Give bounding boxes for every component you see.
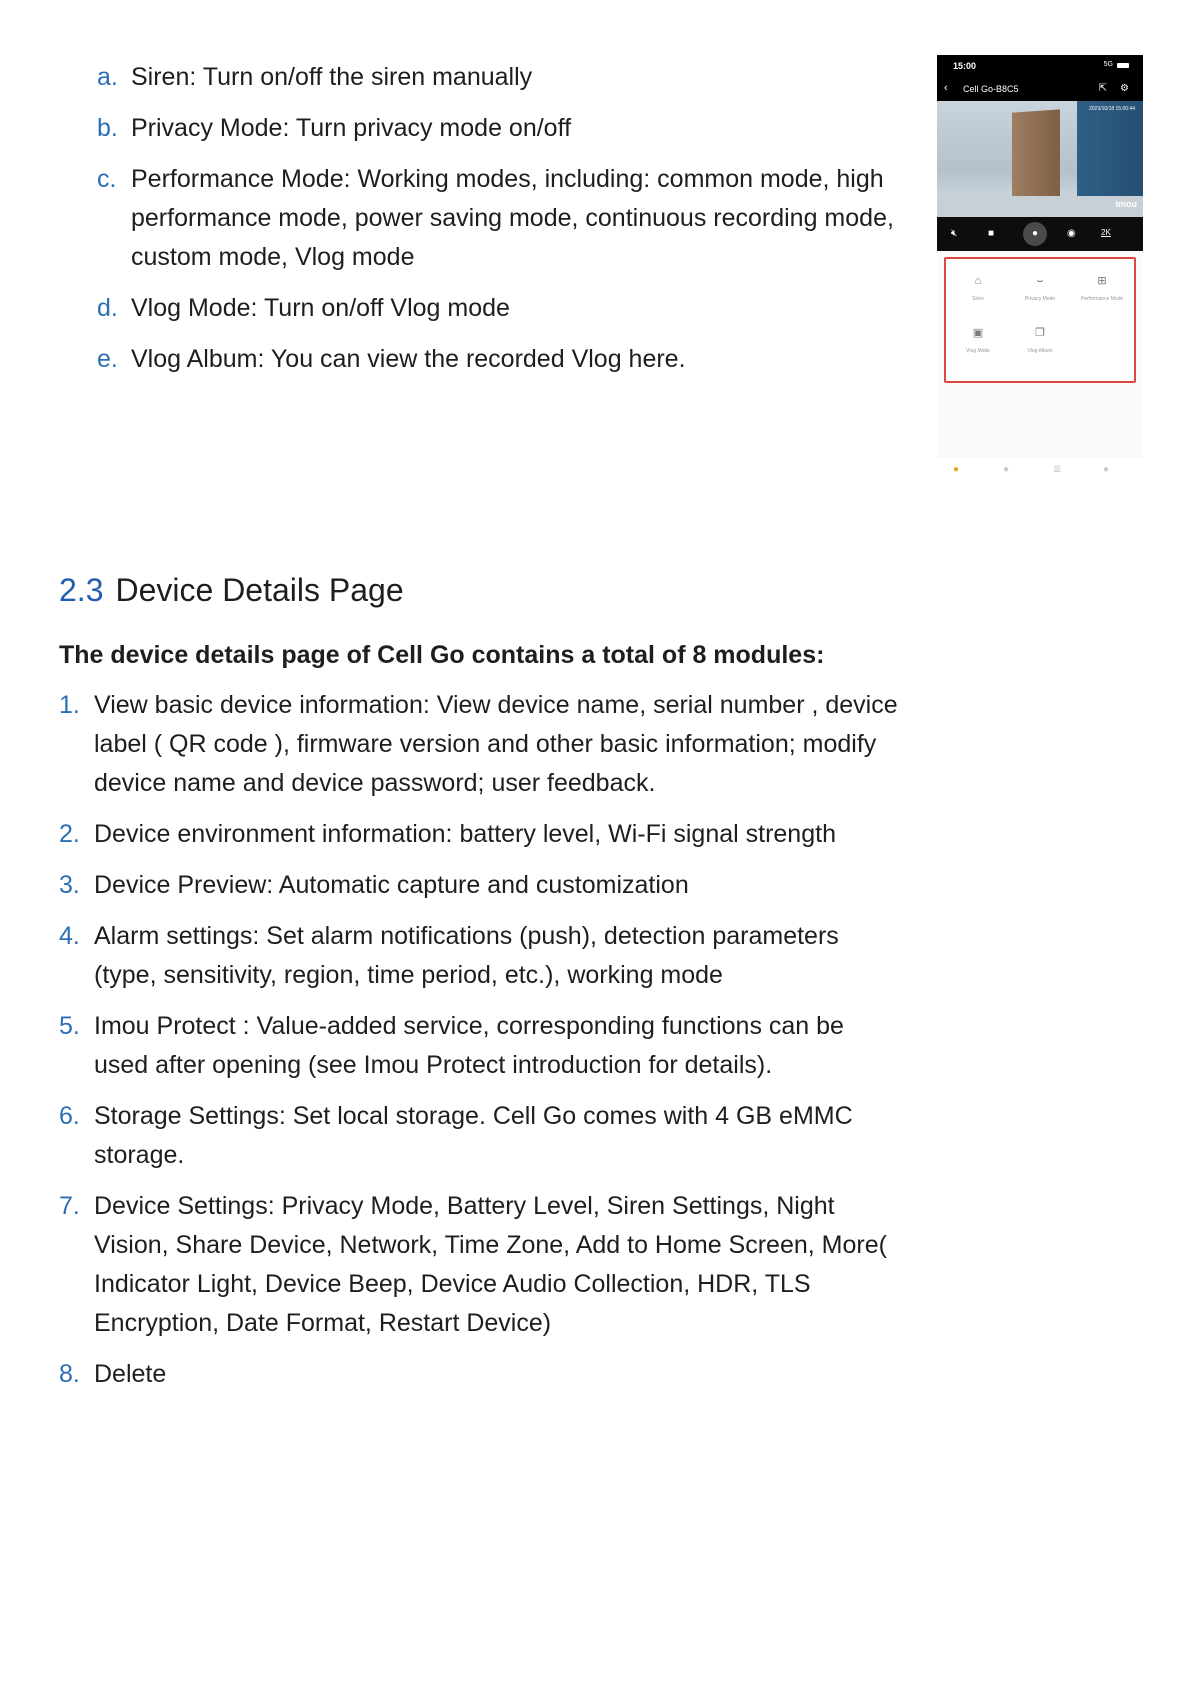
list-text: Delete — [94, 1360, 167, 1388]
mute-icon[interactable]: 🔇︎ — [951, 228, 958, 239]
list-item — [97, 289, 897, 328]
list-item — [59, 866, 899, 905]
list-text: Storage Settings: Set local storage. Cell Go comes with 4 GB eMMC storage. — [94, 1102, 853, 1169]
list-item — [59, 917, 899, 995]
list-marker: 5. — [59, 1012, 80, 1040]
list-text: Siren: Turn on/off the siren manually — [131, 63, 533, 91]
signal-indicator: 5G — [1103, 61, 1113, 68]
list-item — [59, 1097, 899, 1175]
list-marker: 3. — [59, 871, 80, 899]
section-title: Device Details Page — [115, 572, 404, 608]
video-timestamp: 2023/10/18 15:00:44 — [1089, 106, 1135, 112]
intro-text: The device details page of Cell Go contains a total of 8 modules: — [59, 641, 825, 669]
list-item — [97, 160, 897, 277]
preview-floor — [937, 196, 1143, 217]
feature-performance-mode[interactable] — [1069, 271, 1135, 302]
list-marker: 1. — [59, 691, 80, 719]
list-marker: 8. — [59, 1360, 80, 1388]
feature-label: Siren — [972, 296, 984, 302]
device-name: Cell Go-B8C5 — [963, 84, 1019, 94]
list-marker: e. — [97, 345, 118, 373]
preview-door — [1012, 109, 1060, 207]
privacy-icon: ⌣ — [1036, 275, 1044, 287]
talk-button[interactable] — [1023, 222, 1047, 246]
feature-label: Vlog Album — [1027, 348, 1053, 354]
resolution-toggle[interactable]: 2K — [1101, 228, 1111, 237]
settings-icon[interactable]: ⚙ — [1120, 83, 1129, 94]
siren-icon: ⌂ — [974, 275, 982, 287]
list-item — [59, 1187, 899, 1343]
feature-list — [97, 58, 897, 391]
list-marker: d. — [97, 294, 118, 322]
list-text: Alarm settings: Set alarm notifications (push), detection parameters (type, sensitivity, region, time period, etc.), working mode — [94, 922, 839, 989]
vlog-mode-icon: ▣ — [972, 327, 984, 339]
messages-tab-icon[interactable]: ● — [1003, 464, 1010, 475]
feature-vlog-album[interactable] — [1007, 323, 1073, 354]
list-text: Privacy Mode: Turn privacy mode on/off — [131, 114, 572, 142]
performance-icon: ⊞ — [1097, 275, 1107, 287]
list-text: Vlog Mode: Turn on/off Vlog mode — [131, 294, 510, 322]
home-tab-icon[interactable]: ● — [953, 464, 960, 475]
preview-controls — [937, 217, 1143, 251]
list-marker: 2. — [59, 820, 80, 848]
list-marker: b. — [97, 114, 118, 142]
record-icon[interactable]: ■ — [988, 228, 995, 239]
back-icon[interactable]: ‹ — [944, 82, 948, 94]
phone-screenshot — [937, 55, 1143, 487]
app-header — [937, 77, 1143, 101]
feature-label: Vlog Mode — [966, 348, 990, 354]
modules-list — [59, 686, 899, 1406]
snapshot-icon[interactable]: ◉ — [1067, 228, 1076, 239]
vlog-album-icon: ❐ — [1035, 327, 1045, 339]
feature-siren[interactable] — [945, 271, 1011, 302]
status-time: 15:00 — [953, 61, 977, 71]
list-marker: 4. — [59, 922, 80, 950]
feature-label: Performance Mode — [1080, 296, 1124, 302]
list-item — [97, 58, 897, 97]
brand-watermark: imou — [1115, 199, 1137, 209]
list-marker: a. — [97, 63, 118, 91]
list-item — [59, 1355, 899, 1394]
list-text: Imou Protect : Value-added service, corresponding functions can be used after opening (see Imou Protect introduction for details). — [94, 1012, 844, 1079]
list-tab-icon[interactable]: ≣ — [1053, 464, 1062, 475]
highlight-frame — [944, 257, 1136, 383]
share-icon[interactable]: ⇱ — [1098, 83, 1107, 94]
section-heading — [59, 570, 404, 610]
list-item — [59, 686, 899, 803]
profile-tab-icon[interactable]: ● — [1103, 464, 1110, 475]
list-item — [59, 815, 899, 854]
list-text: Device environment information: battery level, Wi-Fi signal strength — [94, 820, 836, 848]
feature-panel — [937, 251, 1143, 487]
list-marker: 6. — [59, 1102, 80, 1130]
feature-label: Privacy Mode — [1024, 296, 1056, 302]
live-preview[interactable] — [937, 101, 1143, 217]
battery-icon — [1117, 63, 1129, 68]
list-item — [97, 340, 897, 379]
status-bar — [937, 55, 1143, 77]
mic-icon: ● — [1031, 228, 1039, 239]
bottom-tab-bar — [937, 458, 1143, 487]
list-item — [59, 1007, 899, 1085]
list-text: Vlog Album: You can view the recorded Vlog here. — [131, 345, 686, 373]
list-marker: 7. — [59, 1192, 80, 1220]
list-marker: c. — [97, 165, 117, 193]
list-text: View basic device information: View device name, serial number , device label ( QR code ), firmware version and other basic information; modify device name and device password; user feedback. — [94, 691, 898, 797]
list-text: Device Preview: Automatic capture and customization — [94, 871, 689, 899]
list-item — [97, 109, 897, 148]
feature-privacy-mode[interactable] — [1007, 271, 1073, 302]
list-text: Performance Mode: Working modes, including: common mode, high performance mode, power saving mode, continuous recording mode, custom mode, Vlog mode — [131, 165, 894, 271]
section-number: 2.3 — [59, 572, 104, 608]
list-text: Device Settings: Privacy Mode, Battery Level, Siren Settings, Night Vision, Share Device, Network, Time Zone, Add to Home Screen, More( Indicator Light, Device Beep, Device Audio Collection, HDR, TLS Encryption, Date Format, Restart Device) — [94, 1192, 887, 1337]
feature-vlog-mode[interactable] — [945, 323, 1011, 354]
